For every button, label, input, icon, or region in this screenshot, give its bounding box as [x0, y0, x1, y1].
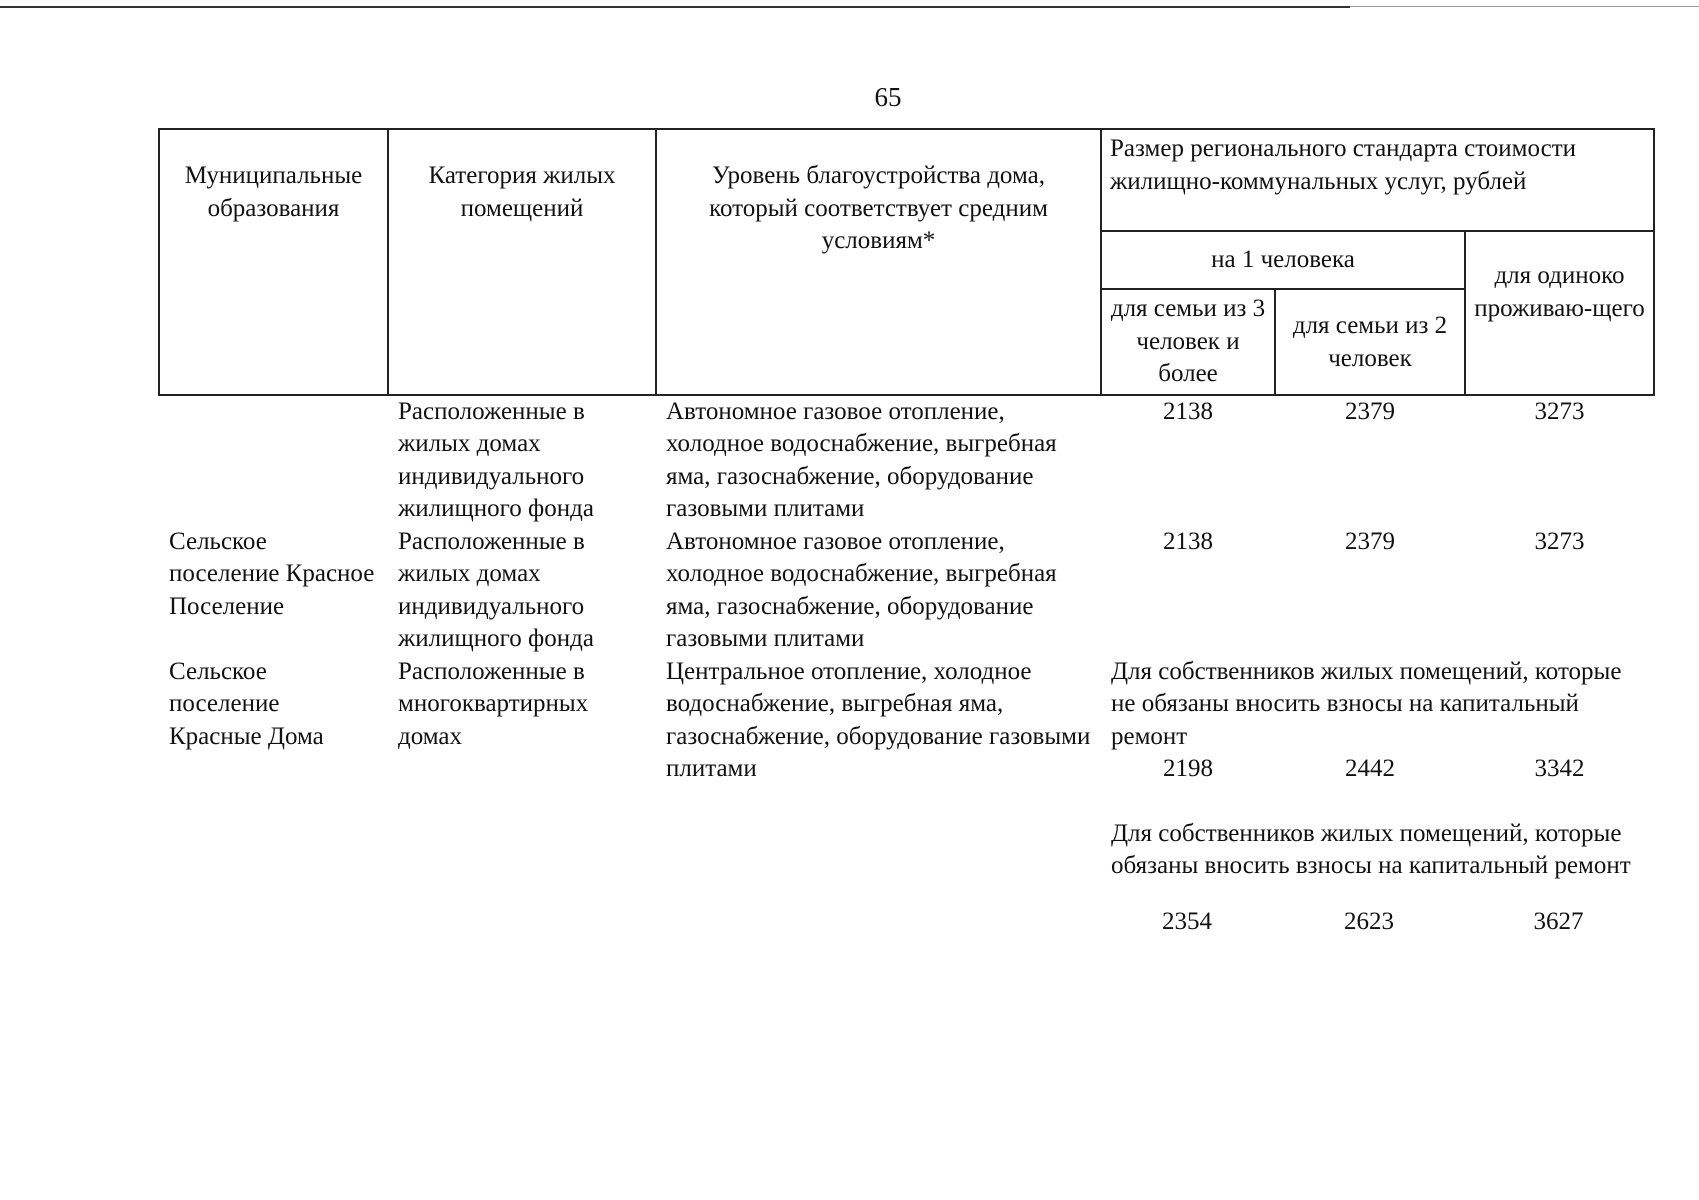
header-family3: для семьи из 3 человек и более [1101, 289, 1275, 395]
header-single: для одиноко проживаю-щего [1465, 231, 1654, 395]
row-single: 3627 [1533, 908, 1584, 935]
row-municipal: Сельское поселение Красное Поселение [169, 527, 375, 620]
header-standard-size: Размер регионального стандарта стоимости жилищно-коммунальных услуг, рублей [1101, 129, 1654, 231]
row-family2: 2623 [1344, 908, 1394, 935]
header-municipal: Муниципальные образования [159, 129, 388, 395]
row-level: Автономное газовое отопление, холодное водоснабжение, выгребная яма, газоснабжение, оборудование газовыми плитами [666, 397, 1057, 522]
row-category: Расположенные в жилых домах индивидуального жилищного фонда [398, 397, 594, 522]
row-single: 3342 [1534, 755, 1585, 782]
table-row [159, 526, 1654, 656]
table-row [159, 656, 1654, 754]
row-family2: 2379 [1345, 527, 1395, 555]
cost-standard-table [158, 128, 1655, 883]
header-family2: для семьи из 2 человек [1275, 289, 1465, 395]
row-family2: 2442 [1345, 755, 1395, 782]
page-number: 65 [874, 82, 902, 112]
row-municipal: Сельское поселение Красные Дома [169, 657, 324, 750]
row-family3: 2198 [1163, 755, 1213, 782]
row-note-capital-repair: Для собственников жилых помещений, которые обязаны вносить взносы на капитальный ремонт [1111, 819, 1631, 879]
row-family3: 2354 [1162, 908, 1212, 935]
page-top-rule-faint [1350, 6, 1699, 7]
row-single: 3273 [1534, 397, 1585, 425]
page-top-rule [0, 6, 1350, 8]
row-level: Центральное отопление, холодное водоснабжение, выгребная яма, газоснабжение, оборудование газовыми плитами [666, 657, 1091, 782]
header-per-person: на 1 человека [1101, 231, 1465, 289]
header-category: Категория жилых помещений [388, 129, 656, 395]
row-family3: 2138 [1163, 397, 1213, 425]
row-family2: 2379 [1345, 397, 1395, 425]
header-level: Уровень благоустройства дома, который соответствует средним условиям* [656, 129, 1101, 395]
row-category: Расположенные в жилых домах индивидуального жилищного фонда [398, 527, 594, 652]
row-note-no-capital-repair: Для собственников жилых помещений, которые не обязаны вносить взносы на капитальный ремонт [1111, 657, 1622, 750]
row-level: Автономное газовое отопление, холодное водоснабжение, выгребная яма, газоснабжение, оборудование газовыми плитами [666, 527, 1057, 652]
row-family3: 2138 [1163, 527, 1213, 555]
row-single: 3273 [1534, 527, 1585, 555]
table-row [158, 906, 1653, 939]
row-municipal [159, 395, 388, 526]
row-category: Расположенные в многоквартирных домах [398, 657, 589, 750]
table-row [159, 395, 1654, 526]
spacer-cell [1101, 786, 1654, 818]
cost-standard-table-tail [158, 906, 1653, 939]
